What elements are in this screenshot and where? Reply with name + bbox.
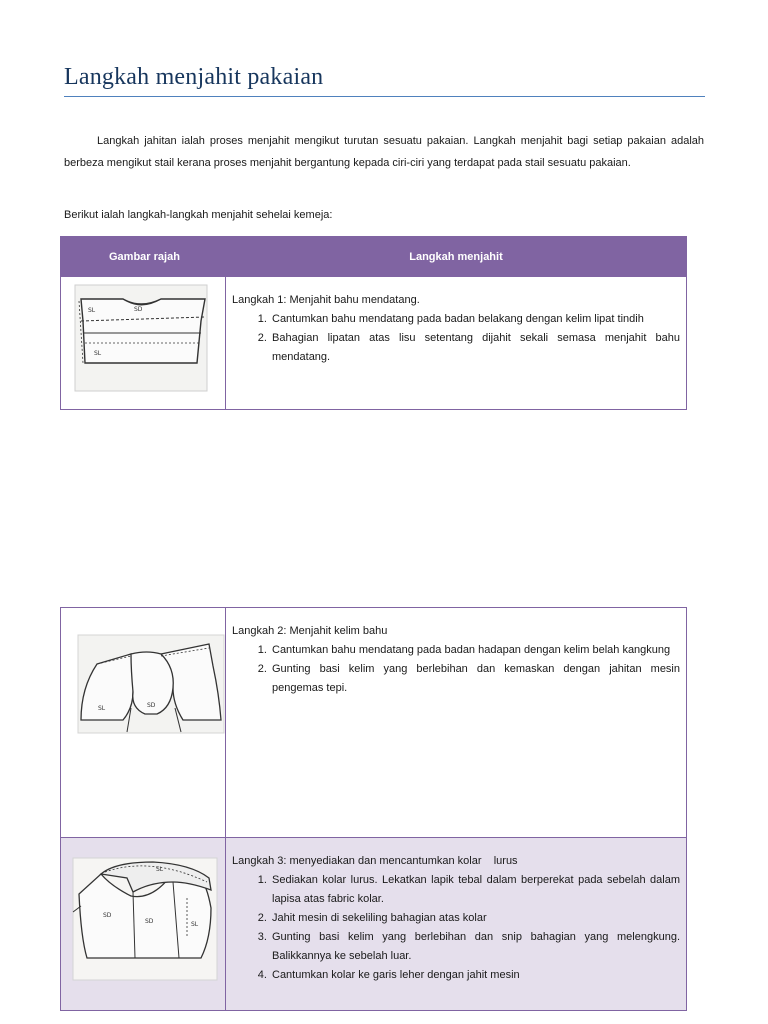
step-2-diagram-cell <box>61 608 226 838</box>
step-3-title: Langkah 3: menyediakan dan mencantumkan kolar lurus <box>232 855 518 867</box>
diagram-label: SD <box>134 306 143 313</box>
step-1-item: 1. Cantumkan bahu mendatang pada badan belakang dengan kelim lipat tindih <box>270 310 680 329</box>
step-row-3 <box>61 838 687 1011</box>
steps-table-1 <box>60 236 687 410</box>
step-3-item: 4. Cantumkan kolar ke garis leher dengan jahit mesin <box>270 966 680 985</box>
diagram-label: SL <box>88 307 96 314</box>
step-3-item: 3. Gunting basi kelim yang berlebihan dan snip bahagian yang melengkung. Balikkannya ke sebelah luar. <box>270 928 680 966</box>
step-1-diagram <box>61 277 226 409</box>
header-image-column: Gambar rajah <box>61 237 226 277</box>
step-3-diagram-cell <box>61 838 226 1011</box>
step-2-list <box>246 641 680 698</box>
header-steps-column: Langkah menjahit <box>226 237 687 277</box>
step-3-list <box>246 871 680 985</box>
intro-paragraph: Langkah jahitan ialah proses menjahit mengikut turutan sesuatu pakaian. Langkah menjahit bagi setiap pakaian adalah berbeza mengikut stail kerana proses menjahit bergantung kepada ciri-ciri yang terdapat pada stail sesuatu pakaian. <box>64 135 704 169</box>
diagram-label: SD <box>103 912 112 919</box>
diagram-label: SL <box>98 705 106 712</box>
diagram-label: SL <box>156 866 164 873</box>
lead-sentence: Berikut ialah langkah-langkah menjahit sehelai kemeja: <box>64 209 333 221</box>
step-2-text-cell <box>226 608 687 838</box>
title-underline <box>64 96 705 97</box>
step-1-text-cell <box>226 277 687 410</box>
diagram-label: SL <box>94 350 102 357</box>
diagram-label: SD <box>147 702 156 709</box>
step-3-item: 1. Sediakan kolar lurus. Lekatkan lapik tebal dalam berperekat pada sebelah dalam lapisa atas fabric kolar. <box>270 871 680 909</box>
step-2-title: Langkah 2: Menjahit kelim bahu <box>232 625 388 637</box>
step-2-diagram <box>61 608 226 837</box>
step-1-list <box>246 310 680 367</box>
step-row-1 <box>61 277 687 410</box>
step-1-item: 2. Bahagian lipatan atas lisu setentang dijahit sekali semasa menjahit bahu mendatang. <box>270 329 680 367</box>
step-1-title: Langkah 1: Menjahit bahu mendatang. <box>232 294 420 306</box>
step-3-item: 2. Jahit mesin di sekeliling bahagian atas kolar <box>270 909 680 928</box>
step-1-diagram-cell <box>61 277 226 410</box>
step-row-2 <box>61 608 687 838</box>
steps-table-2 <box>60 607 687 1011</box>
step-2-item: 1. Cantumkan bahu mendatang pada badan hadapan dengan kelim belah kangkung <box>270 641 680 660</box>
step-2-item: 2. Gunting basi kelim yang berlebihan dan kemaskan dengan jahitan mesin pengemas tepi. <box>270 660 680 698</box>
page-title: Langkah menjahit pakaian <box>64 64 324 90</box>
step-3-text-cell <box>226 838 687 1011</box>
diagram-label: SD <box>145 918 154 925</box>
diagram-label: SL <box>191 921 199 928</box>
step-3-diagram <box>61 838 226 1010</box>
